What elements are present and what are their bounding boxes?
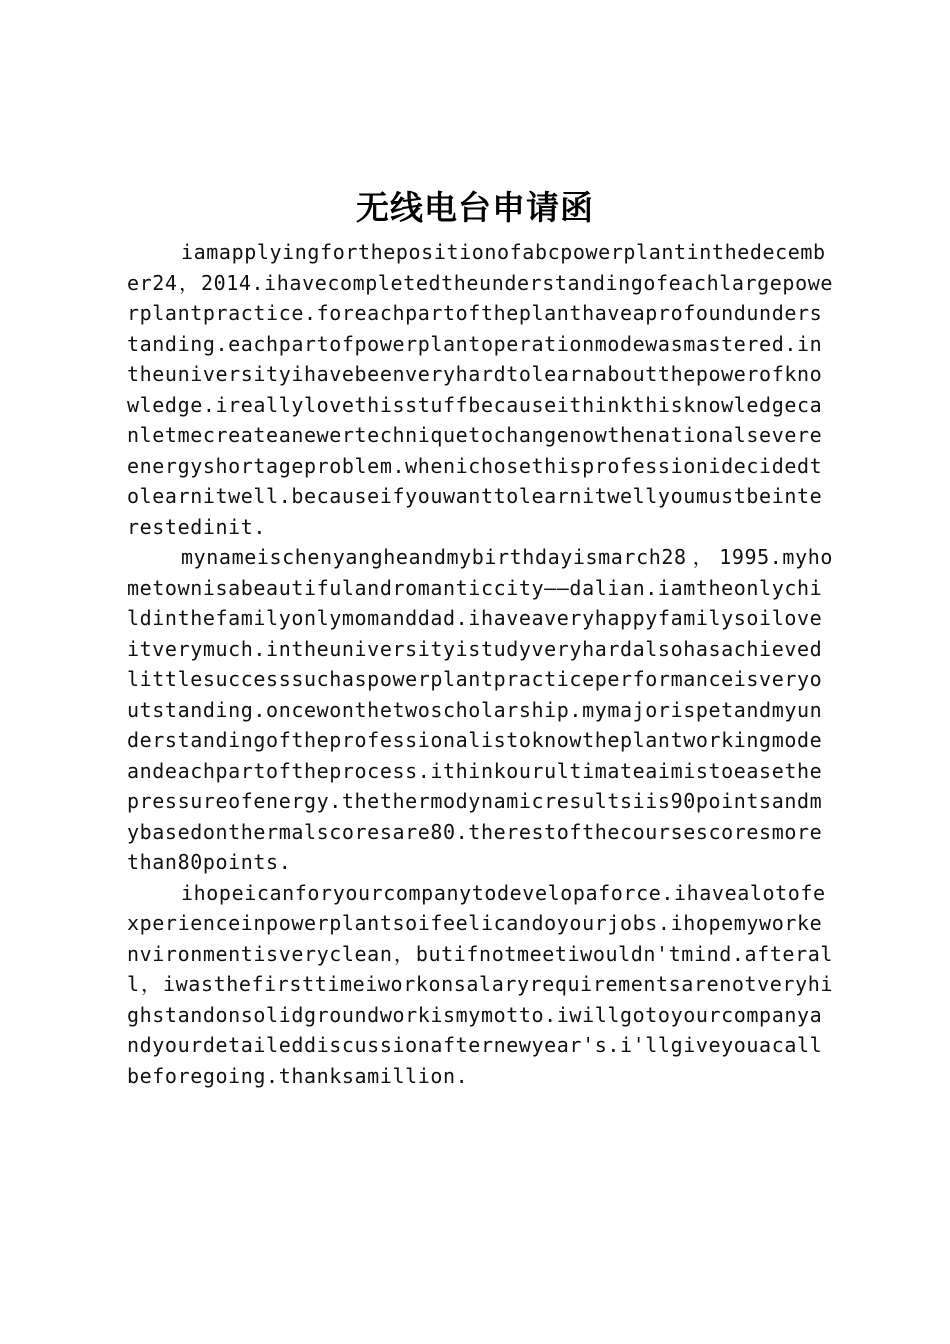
paragraph-application-intent: iamapplyingforthepositionofabcpowerplantinthedecember24，2014.ihavecompletedtheunderstandingofeachlargepowerplantpractice.foreachpartoftheplanthaveaprofoundunderstanding.eachpartofpowerplantoperationmodewasmastered.intheuniversityihavebeenveryhardtolearnaboutthepowerofknowledge.ireallylovethisstuffbecauseithinkthisknowledgecanletmecreateanewertechniquetochangenowthenationalsevereenergyshortageproblem.whenichosethisprofessionidecidedtolearnitwell.becauseifyouwanttolearnitwellyoumustbeinterestedinit.: [127, 240, 833, 539]
document-body: [127, 237, 833, 1091]
paragraph-closing: ihopeicanforyourcompanytodevelopaforce.ihavealotofexperienceinpowerplantsoifeelicandoyourjobs.ihopemyworkenvironmentisveryclean，butifnotmeetiwouldn'tmind.afterall，iwasthefirsttimeiworkonsalaryrequirementsarenotveryhighstandonsolidgroundworkismymotto.iwillgotoyourcompanyandyourdetaileddiscussionafternewyear's.i'llgiveyouacallbeforegoing.thanksamillion.: [127, 880, 833, 1088]
document-title: 无线电台申请函: [356, 188, 594, 227]
paragraph-personal-background: mynameischenyangheandmybirthdayismarch28，1995.myhometownisabeautifulandromanticcity——dalian.iamtheonlychildinthefamilyonlymomanddad.ihaveaveryhappyfamilysoiloveitverymuch.intheuniversityistudyveryhardalsohasachievedlittlesuccesssuchaspowerplantpracticeperformanceisveryoutstanding.oncewonthetwoscholarship.mymajorispetandmyunderstandingoftheprofessionalistoknowtheplantworkingmodeandeachpartoftheprocess.ithinkourultimateaimistoeasethepressureofenergy.thethermodynamicresultsiis90pointsandmybasedonthermalscoresare80.therestofthecoursescoresmorethan80points.: [127, 545, 833, 874]
